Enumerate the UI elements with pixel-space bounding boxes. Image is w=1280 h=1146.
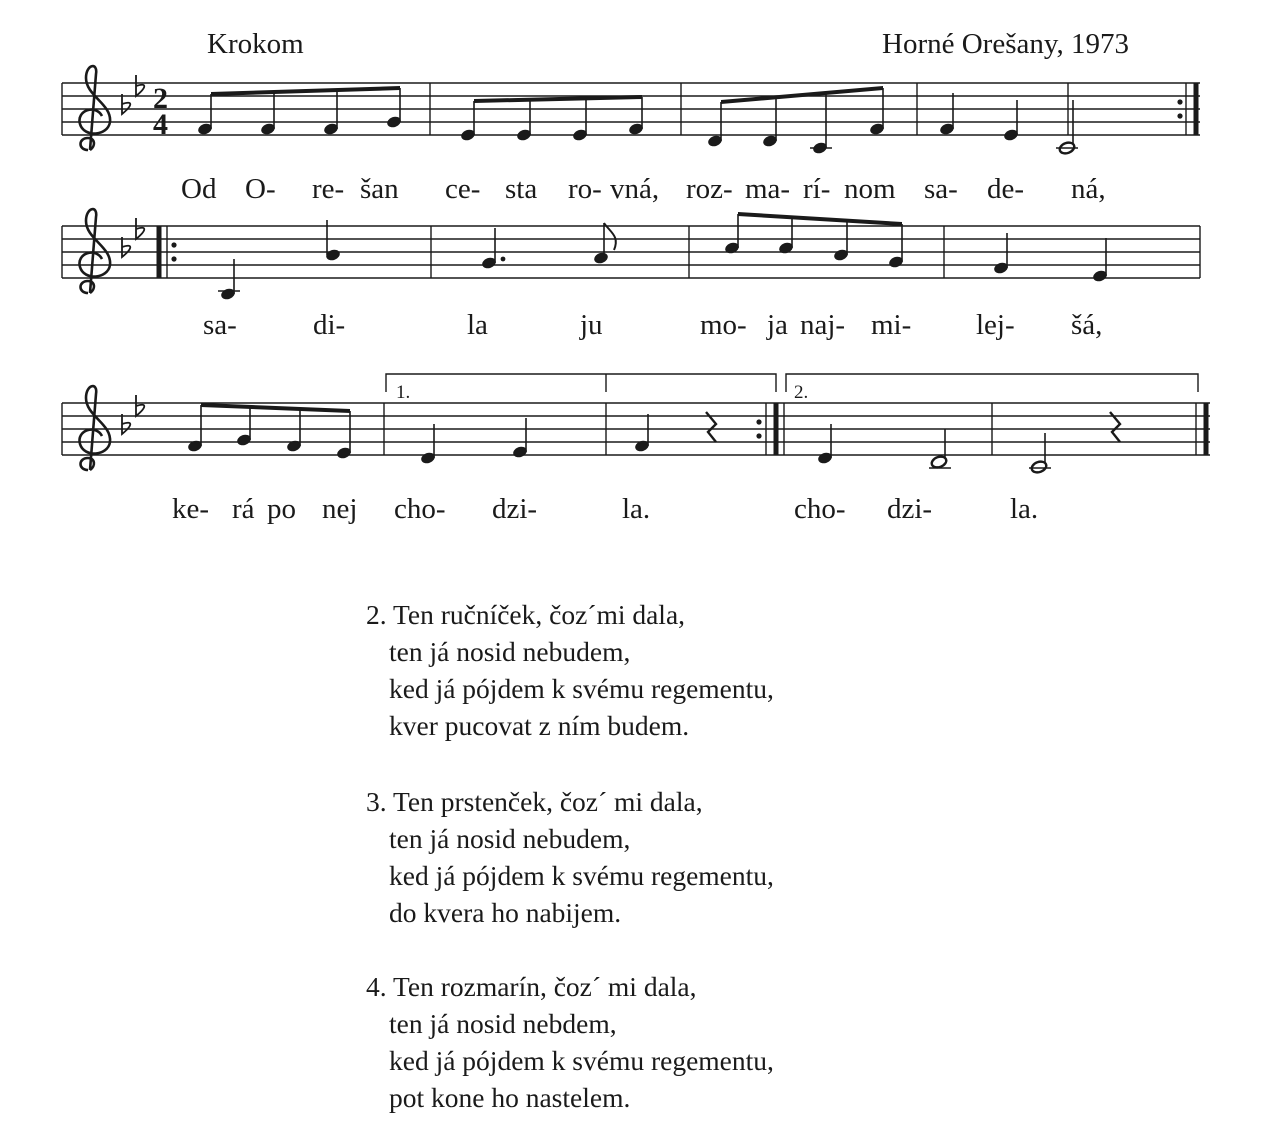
- lyric-syllable: la.: [622, 493, 651, 525]
- lyric-syllable: naj-: [800, 309, 846, 341]
- lyric-syllable: mo-: [700, 309, 747, 341]
- lyric-syllable: dzi-: [887, 493, 933, 525]
- noteheads: [187, 115, 1109, 465]
- lyric-syllable: sa-: [203, 309, 237, 341]
- volta-1-label: 1.: [396, 382, 411, 403]
- lyric-syllable: ro-: [568, 173, 602, 205]
- stanza-line: ten já nosid nebdem,: [389, 1008, 617, 1039]
- volta-2-bracket: [786, 374, 1198, 392]
- lyric-syllable: mi-: [871, 309, 912, 341]
- lyric-syllable: re-: [312, 173, 345, 205]
- lyric-syllable: ná,: [1071, 173, 1106, 205]
- lyric-syllable: sta: [505, 173, 538, 205]
- stanza-2: [366, 596, 774, 744]
- lyrics-line-3: [172, 493, 1038, 525]
- flag-icon: [604, 223, 616, 250]
- lyric-syllable: la.: [1010, 493, 1039, 525]
- lyric-syllable: de-: [987, 173, 1025, 205]
- lyric-syllable: nom: [844, 173, 896, 205]
- stanza-line: 3. Ten prstenček, čoz´ mi dala,: [366, 786, 703, 817]
- lyric-syllable: la: [467, 309, 488, 341]
- lyric-syllable: ma-: [745, 173, 791, 205]
- lyric-syllable: sa-: [924, 173, 958, 205]
- lyric-syllable: dzi-: [492, 493, 538, 525]
- lyric-syllable: po: [267, 493, 296, 525]
- volta-2-label: 2.: [794, 382, 809, 403]
- lyrics-line-1: [181, 173, 1106, 205]
- lyric-syllable: šan: [360, 173, 399, 205]
- lyric-syllable: cho-: [394, 493, 446, 525]
- stanza-line: ten já nosid nebudem,: [389, 823, 631, 854]
- lyric-syllable: roz-: [686, 173, 733, 205]
- stanza-3: [366, 783, 774, 931]
- lyric-syllable: šá,: [1071, 309, 1103, 341]
- stanza-line: do kvera ho nabijem.: [389, 897, 622, 928]
- stanza-line: kver pucovat z ním budem.: [389, 710, 690, 741]
- treble-clef-icon: [79, 66, 110, 150]
- stanza-line: 2. Ten ručníček, čoz´mi dala,: [366, 599, 686, 630]
- note-dots: [481, 256, 506, 270]
- lyric-syllable: ja: [767, 309, 788, 341]
- volta-1-bracket: [386, 374, 776, 392]
- treble-clef-icon: [79, 209, 110, 293]
- repeat-dots: [171, 99, 1182, 438]
- staff-2: [62, 226, 1200, 278]
- lyric-syllable: rí-: [803, 173, 831, 205]
- source-attribution: Horné Orešany, 1973: [882, 28, 1129, 60]
- lyric-syllable: Od: [181, 173, 217, 205]
- time-signature-top: 2: [153, 82, 168, 115]
- music-score: [0, 0, 1280, 560]
- lyric-syllable: lej-: [976, 309, 1015, 341]
- stanza-line: 4. Ten rozmarín, čoz´ mi dala,: [366, 971, 697, 1002]
- lyric-syllable: ke-: [172, 493, 210, 525]
- lyric-syllable: ce-: [445, 173, 481, 205]
- stanza-line: ked já pójdem k svému regementu,: [389, 860, 774, 891]
- stanza-line: pot kone ho nastelem.: [389, 1082, 631, 1113]
- lyric-syllable: nej: [322, 493, 358, 525]
- lyric-syllable: rá: [232, 493, 255, 525]
- lyric-syllable: O-: [245, 173, 276, 205]
- stanza-line: ked já pójdem k svému regementu,: [389, 673, 774, 704]
- treble-clef-icon: [79, 386, 110, 470]
- stanza-line: ten já nosid nebudem,: [389, 636, 631, 667]
- stanza-line: ked já pójdem k svému regementu,: [389, 1045, 774, 1076]
- time-signature-bottom: 4: [153, 108, 168, 141]
- lyric-syllable: vná,: [610, 173, 660, 205]
- lyric-syllable: di-: [313, 309, 346, 341]
- lyrics-line-2: [203, 309, 1102, 341]
- lyric-syllable: ju: [580, 309, 603, 341]
- tempo-marking: Krokom: [207, 28, 304, 60]
- flat-icon: [122, 75, 144, 434]
- stanza-4: [366, 968, 774, 1116]
- lyric-syllable: cho-: [794, 493, 846, 525]
